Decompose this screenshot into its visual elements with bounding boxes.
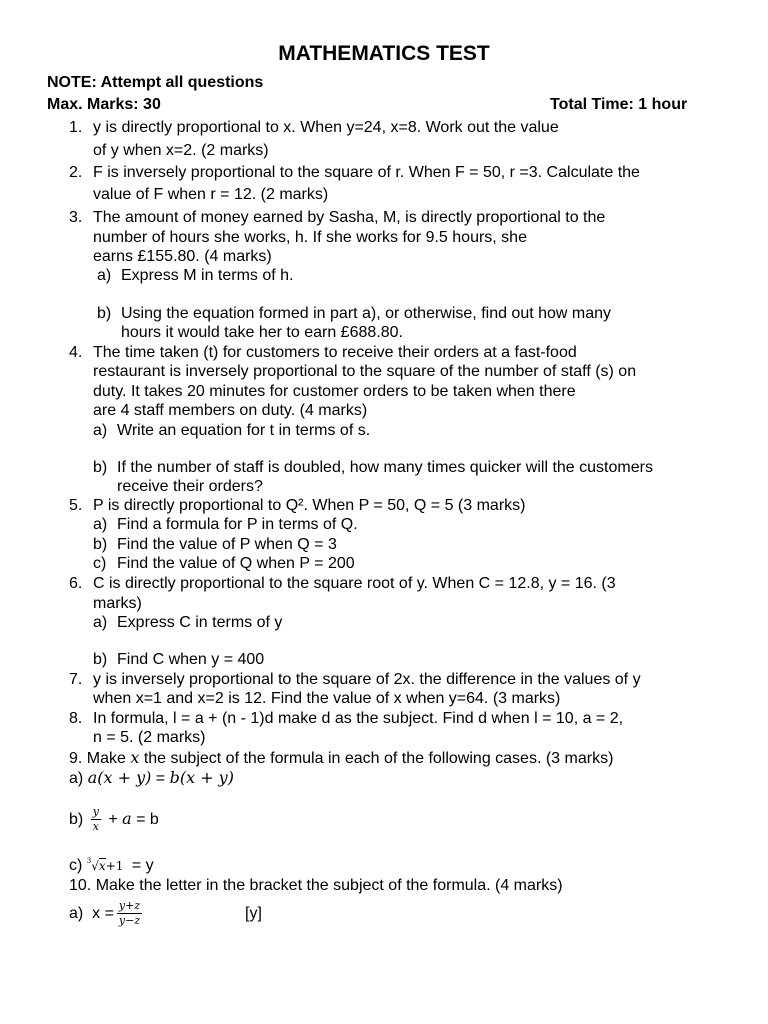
q5c-text: Find the value of Q when P = 200 [117, 555, 355, 572]
q4b-label: b) [93, 459, 108, 476]
q6-line-2: marks) [93, 595, 142, 612]
q8-number: 8. [69, 710, 83, 727]
q4-line-2: restaurant is inversely proportional to the square of the number of staff (s) on [93, 363, 637, 380]
q9c-root-index: 3 [86, 857, 92, 865]
q9b-denominator: x [92, 820, 99, 834]
max-marks: Max. Marks: 30 [47, 96, 161, 113]
q2-line-1: F is inversely proportional to the square of r. When F = 50, r =3. Calculate the [93, 164, 640, 181]
q8-line-2: n = 5. (2 marks) [93, 729, 206, 746]
q5-line-1: P is directly proportional to Q². When P = 50, Q = 5 (3 marks) [93, 497, 526, 514]
q2-line-2: value of F when r = 12. (2 marks) [93, 186, 329, 203]
q9b-tail: = b [131, 811, 159, 828]
q9c-tail: = y [127, 857, 154, 874]
q7-line-2: when x=1 and x=2 is 12. Find the value of x when y=64. (3 marks) [93, 690, 561, 707]
q10a-row [69, 898, 145, 930]
q9b-plus: + [103, 811, 123, 828]
q3b-line-1: Using the equation formed in part a), or otherwise, find out how many [121, 305, 612, 322]
q3b-line-2: hours it would take her to earn £688.80. [121, 324, 403, 341]
q4a-text: Write an equation for t in terms of s. [117, 422, 371, 439]
q5b-text: Find the value of P when Q = 3 [117, 536, 337, 553]
q9-variable: x [130, 748, 140, 767]
q5c-label: c) [93, 555, 107, 572]
q9a-equals: = [151, 770, 170, 787]
q7-line-1: y is inversely proportional to the square of 2x. the difference in the values of y [93, 671, 641, 688]
q4b-line-2: receive their orders? [117, 478, 263, 495]
q9-post: the subject of the formula in each of the following cases. (3 marks) [139, 750, 614, 767]
q9c-cube-root: $^3$√x+1 [86, 857, 124, 873]
q6a-text: Express C in terms of y [117, 614, 283, 631]
q10a-label: a) [69, 905, 84, 922]
q9b-fraction [91, 806, 101, 833]
q6b-text: Find C when y = 400 [117, 651, 265, 668]
q4-line-4: are 4 staff members on duty. (4 marks) [93, 402, 368, 419]
q4a-label: a) [93, 422, 108, 439]
q9-heading [69, 748, 613, 769]
q9c-label: c) [69, 857, 83, 874]
q3b-label: b) [97, 305, 112, 322]
total-time: Total Time: 1 hour [550, 96, 688, 113]
q2-number: 2. [69, 164, 83, 181]
q4-number: 4. [69, 344, 83, 361]
q5-number: 5. [69, 497, 83, 514]
q9b-numerator: y [92, 805, 99, 819]
q6b-label: b) [93, 651, 108, 668]
q1-number: 1. [69, 119, 83, 136]
q5a-text: Find a formula for P in terms of Q. [117, 516, 358, 533]
note-line: NOTE: Attempt all questions [47, 74, 264, 91]
q10a-bracket: [y] [245, 905, 262, 922]
q5a-label: a) [93, 516, 108, 533]
q6-line-1: C is directly proportional to the square root of y. When C = 12.8, y = 16. (3 [93, 575, 616, 592]
q10a-fraction [117, 900, 142, 927]
q5b-label: b) [93, 536, 108, 553]
q3-line-1: The amount of money earned by Sasha, M, is directly proportional to the [93, 209, 606, 226]
q9b-label: b) [69, 811, 84, 828]
q9a-row [69, 768, 234, 789]
q8-line-1: In formula, l = a + (n - 1)d make d as the subject. Find d when l = 10, a = 2, [93, 710, 624, 727]
q9a-label: a) [69, 770, 84, 787]
q9c-row [69, 856, 154, 878]
q9a-rhs: b(x + y) [169, 768, 234, 787]
q10a-denominator: y−z [118, 914, 141, 928]
q9c-radicand: x [98, 859, 106, 873]
q1-line-1: y is directly proportional to x. When y=24, x=8. Work out the value [93, 119, 559, 136]
q9b-row [69, 806, 159, 833]
q6-number: 6. [69, 575, 83, 592]
q3-number: 3. [69, 209, 83, 226]
q1-line-2: of y when x=2. (2 marks) [93, 142, 269, 159]
q6a-label: a) [93, 614, 108, 631]
q3-line-2: number of hours she works, h. If she works for 9.5 hours, she [93, 229, 527, 246]
page-title: MATHEMATICS TEST [278, 42, 490, 65]
q9-pre: 9. Make [69, 750, 131, 767]
q9a-lhs: a(x + y) [87, 768, 152, 787]
q3a-label: a) [97, 267, 112, 284]
q4-line-3: duty. It takes 20 minutes for customer orders to be taken when there [93, 383, 576, 400]
q10a-lhs: x = [92, 905, 114, 922]
q4-line-1: The time taken (t) for customers to receive their orders at a fast-food [93, 344, 577, 361]
q4b-line-1: If the number of staff is doubled, how many times quicker will the customers [117, 459, 653, 476]
q9b-var: a [122, 809, 132, 828]
q9c-plus-one: +1 [105, 859, 124, 873]
q3-line-3: earns £155.80. (4 marks) [93, 248, 272, 265]
q3a-text: Express M in terms of h. [121, 267, 294, 284]
q10-heading: 10. Make the letter in the bracket the subject of the formula. (4 marks) [69, 877, 563, 894]
q10a-numerator: y+z [118, 899, 141, 913]
q7-number: 7. [69, 671, 83, 688]
